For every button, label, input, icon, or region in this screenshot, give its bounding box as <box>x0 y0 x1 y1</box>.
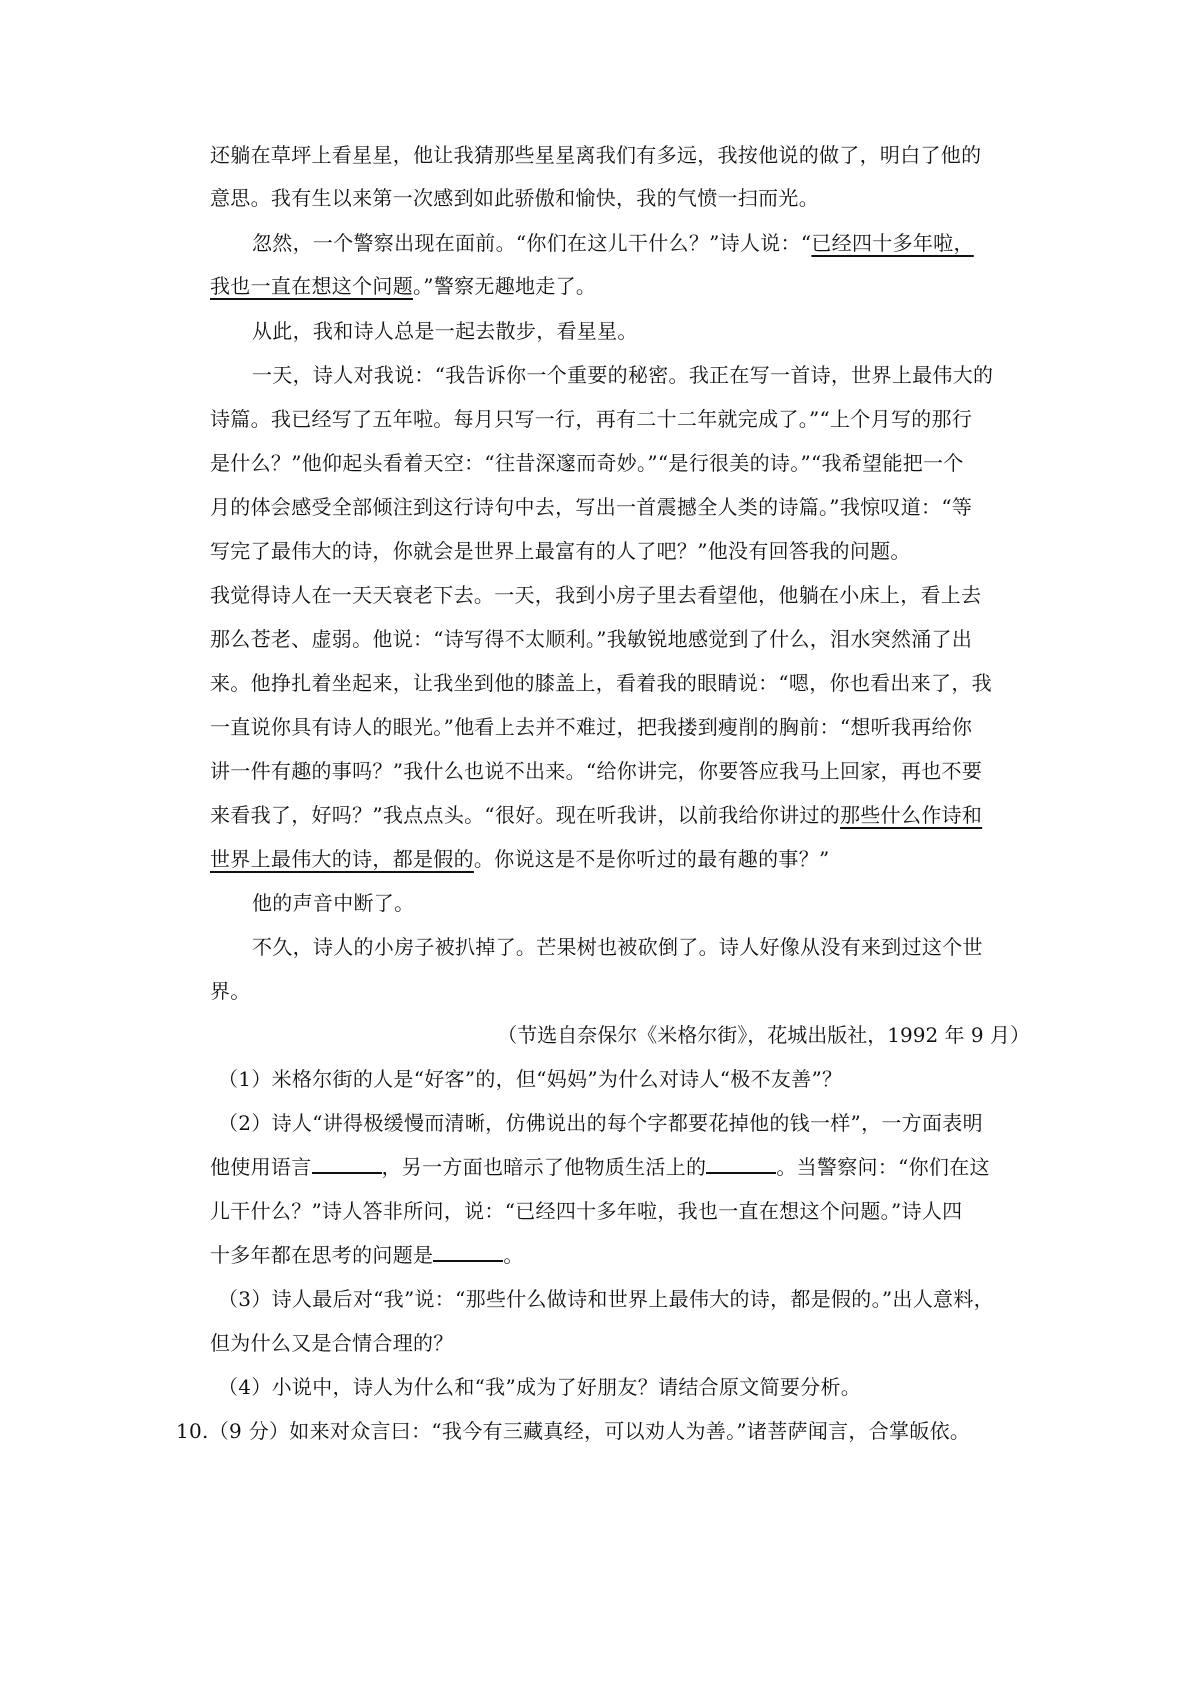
question-text: 。当警察问：“你们在这 <box>776 1155 990 1179</box>
story-line <box>210 271 1030 301</box>
question-2-line: 儿干什么？”诗人答非所问，说：“已经四十多年啦，我也一直在想这个问题。”诗人四 <box>210 1199 963 1223</box>
underlined-text: 那些什么作诗和 <box>840 803 983 827</box>
story-line <box>210 800 1030 830</box>
question-4: （4）小说中，诗人为什么和“我”成为了好朋友？请结合原文简要分析。 <box>218 1375 862 1399</box>
story-line: 一直说你具有诗人的眼光。”他看上去并不难过，把我搂到瘦削的胸前：“想听我再给你 <box>210 715 973 739</box>
story-line <box>252 228 1072 258</box>
question-2-line: （2）诗人“讲得极缓慢而清晰，仿佛说出的每个字都要花掉他的钱一样”，一方面表明 <box>218 1111 983 1135</box>
source-citation: （节选自奈保尔《米格尔街》，花城出版社，1992 年 9 月） <box>497 1023 1030 1047</box>
answer-blank[interactable] <box>312 1154 382 1174</box>
question-3-line: 但为什么又是合情合理的？ <box>210 1331 454 1355</box>
story-line: 意思。我有生以来第一次感到如此骄傲和愉快，我的气愤一扫而光。 <box>210 186 819 210</box>
story-line: 从此，我和诗人总是一起去散步，看星星。 <box>252 319 638 343</box>
story-line: 诗篇。我已经写了五年啦。每月只写一行，再有二十二年就完成了。”“上个月写的那行 <box>210 407 973 431</box>
question-1: （1）米格尔街的人是“好客”的，但“妈妈”为什么对诗人“极不友善”？ <box>218 1067 843 1091</box>
story-line <box>210 844 1030 874</box>
story-line: 是什么？”他仰起头看着天空：“往昔深邃而奇妙。”“是行很美的诗。”“我希望能把一个 <box>210 451 964 475</box>
story-line: 那么苍老、虚弱。他说：“诗写得不太顺利。”我敏锐地感觉到了什么，泪水突然涌了出 <box>210 627 973 651</box>
story-line: 来。他挣扎着坐起来，让我坐到他的膝盖上，看着我的眼睛说：“嗯，你也看出来了，我 <box>210 671 992 695</box>
story-line: 界。 <box>210 979 251 1003</box>
answer-blank[interactable] <box>433 1242 503 1262</box>
story-line: 还躺在草坪上看星星，他让我猜那些星星离我们有多远，我按他说的做了，明白了他的 <box>210 143 982 167</box>
question-2-line <box>210 1152 1030 1182</box>
story-line: 我觉得诗人在一天天衰老下去。一天，我到小房子里去看望他，他躺在小床上，看上去 <box>210 583 982 607</box>
story-text: 忽然，一个警察出现在面前。“你们在这儿干什么？”诗人说：“ <box>252 231 812 255</box>
story-line: 他的声音中断了。 <box>252 891 415 915</box>
underlined-text: 世界上最伟大的诗，都是假的 <box>210 847 474 871</box>
question-10: 10.（9 分）如来对众言曰：“我今有三藏真经，可以劝人为善。”诸菩萨闻言，合掌皈依。 <box>176 1419 971 1443</box>
question-text: ，另一方面也暗示了他物质生活上的 <box>381 1155 707 1179</box>
story-line: 讲一件有趣的事吗？”我什么也说不出来。“给你讲完，你要答应我马上回家，再也不要 <box>210 759 983 783</box>
story-line: 写完了最伟大的诗，你就会是世界上最富有的人了吧？”他没有回答我的问题。 <box>210 539 911 563</box>
underlined-text: 已经四十多年啦， <box>811 231 974 255</box>
question-text: 他使用语言 <box>210 1155 312 1179</box>
answer-blank[interactable] <box>706 1154 776 1174</box>
story-text: 。你说这是不是你听过的最有趣的事？” <box>473 847 830 871</box>
question-text: 。 <box>503 1243 524 1267</box>
question-text: 十多年都在思考的问题是 <box>210 1243 434 1267</box>
question-3-line: （3）诗人最后对“我”说：“那些什么做诗和世界上最伟大的诗，都是假的。”出人意料， <box>218 1287 994 1311</box>
story-line: 不久，诗人的小房子被扒掉了。芒果树也被砍倒了。诗人好像从没有来到过这个世 <box>252 935 983 959</box>
story-text: 。”警察无趣地走了。 <box>413 274 597 298</box>
story-text: 来看我了，好吗？”我点点头。“很好。现在听我讲，以前我给你讲过的 <box>210 803 841 827</box>
story-line: 一天，诗人对我说：“我告诉你一个重要的秘密。我正在写一首诗，世界上最伟大的 <box>252 363 994 387</box>
question-2-line <box>210 1240 1030 1270</box>
underlined-text: 我也一直在想这个问题 <box>210 274 413 298</box>
story-line: 月的体会感受全部倾注到这行诗句中去，写出一首震撼全人类的诗篇。”我惊叹道：“等 <box>210 495 973 519</box>
